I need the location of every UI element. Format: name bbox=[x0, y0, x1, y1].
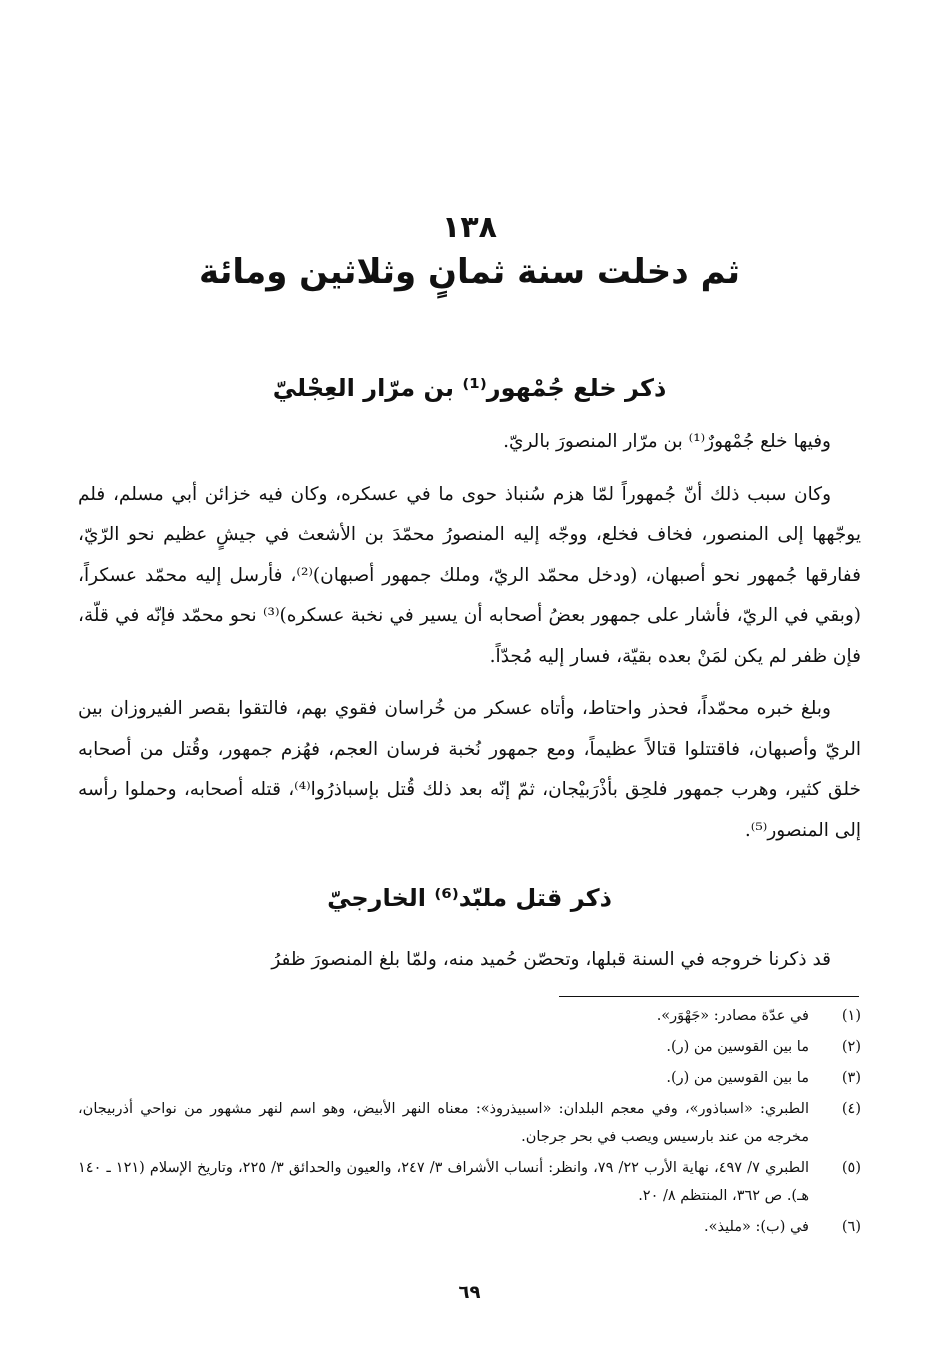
footnote-item bbox=[78, 1002, 861, 1030]
footnote-number: (١) bbox=[841, 1008, 861, 1024]
footnote-item bbox=[78, 1154, 861, 1210]
footnote-item bbox=[78, 1095, 861, 1151]
year-title: ثم دخلت سنة ثمانٍ وثلاثين ومائة bbox=[198, 252, 740, 292]
body-paragraph: وكان سبب ذلك أنّ جُمهوراً لمّا هزم سُنباذ حوى ما في عسكره، وكان فيه خزائن أبي مسلم، فلم يوجّهها إلى المنصور، فخاف فخلع، ووجّه إليه المنصورُ محمّدَ بن الأشعث في جيشٍ عظيم نحو الرّيّ، ففارقها جُمهور نحو أصبهان، (ودخل محمّد الريّ، وملك جمهور أصبهان)⁽²⁾، فأرسل إليه محمّد عسكراً، (وبقي في الريّ، فأشار على جمهور بعضُ أصحابه أن يسير في نخبة عسكره)⁽³⁾ نحو محمّد فإنّه في قلّة، فإن ظفر لم يكن لمَنْ بعده بقيّة، فسار إليه مُجدّاً. bbox=[78, 483, 861, 667]
footnote-item bbox=[78, 1033, 861, 1061]
footnote-number: (٦) bbox=[841, 1219, 861, 1235]
footnote-text: ما بين القوسين من (ر). bbox=[666, 1039, 809, 1055]
footnote-text: الطبري ٧/ ٤٩٧، نهاية الأرب ٢٢/ ٧٩، وانظر: أنساب الأشراف ٣/ ٢٤٧، والعيون والحدائق ٣/ ٢٢٥، وتاريخ الإسلام (١٢١ ـ ١٤٠ هـ). ص ٣٦٢، المنتظم ٨/ ٢٠. bbox=[78, 1160, 810, 1204]
footnote-separator bbox=[559, 996, 859, 997]
footnote-number: (٢) bbox=[841, 1039, 861, 1055]
body-paragraph: قد ذكرنا خروجه في السنة قبلها، وتحصّن حُميد منه، ولمّا بلغ المنصورَ ظفرُ bbox=[271, 949, 831, 970]
footnote-text: في (ب): «مليذ». bbox=[704, 1219, 809, 1235]
section-heading-mulabbad: ذكر قتل ملبّد⁽⁶⁾ الخارجيّ bbox=[327, 884, 612, 912]
section-body-jumhur bbox=[78, 422, 861, 851]
page-number: ٦٩ bbox=[458, 1282, 481, 1303]
year-number: ١٣٨ bbox=[442, 210, 497, 245]
footnote-number: (٣) bbox=[841, 1070, 861, 1086]
footnote-text: الطبري: «اسباذور»، وفي معجم البلدان: «اسبيذروذ»: معناه النهر الأبيض، وهو اسم لنهر مشهور من نواحي أذربيجان، مخرجه من عند بارسيس ويصب في بحر جرجان. bbox=[78, 1101, 809, 1145]
footnote-item bbox=[78, 1213, 861, 1241]
footnote-item bbox=[78, 1064, 861, 1092]
body-paragraph: وبلغ خبره محمّداً، فحذر واحتاط، وأتاه عسكر من خُراسان فقوي بهم، فالتقوا بقصر الفيروزان بين الريّ وأصبهان، فاقتتلوا قتالاً عظيماً، ومع جمهور نُخبة فرسان العجم، فهُزم جمهور، وقُتل من أصحابه خلق كثير، وهرب جمهور فلحِق بأذْرَبيْجان، ثمّ إنّه بعد ذلك قُتل بإسباذرُوا⁽⁴⁾، قتله أصحابه، وحملوا رأسه إلى المنصور⁽⁵⁾. bbox=[78, 698, 861, 841]
section-body-mulabbad bbox=[78, 940, 861, 981]
footnote-number: (٥) bbox=[841, 1160, 861, 1176]
footnotes bbox=[78, 1002, 861, 1244]
intro-paragraph: وفيها خلع جُمْهورٌ⁽¹⁾ بن مرّار المنصورَ بالريّ. bbox=[503, 431, 831, 452]
footnote-text: في عدّة مصادر: «جَهْوَر». bbox=[656, 1008, 809, 1024]
footnote-text: ما بين القوسين من (ر). bbox=[666, 1070, 809, 1086]
footnote-number: (٤) bbox=[841, 1101, 861, 1117]
section-heading-jumhur: ذكر خلع جُمْهور⁽¹⁾ بن مرّار العِجْليّ bbox=[272, 374, 667, 402]
